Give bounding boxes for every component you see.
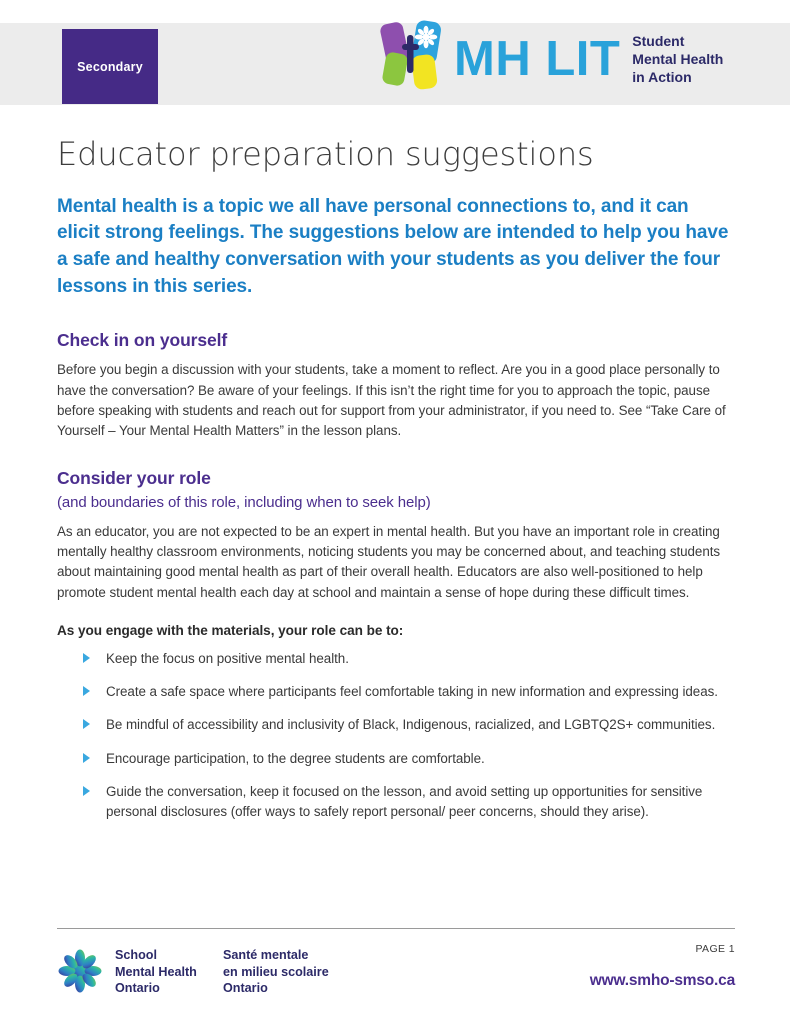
section-consider-your-role bbox=[57, 468, 735, 604]
list-item-text: Encourage participation, to the degree students are comfortable. bbox=[106, 750, 485, 766]
butterfly-logo-icon bbox=[378, 13, 444, 95]
section-body: As an educator, you are not expected to be an expert in mental health. But you have an important role in creating mentally healthy classroom environments, noticing students you may be concerned about, and teaching students about maintaining good mental health as part of their overall health. Educators are also well-positioned to help promote student mental health each day at school and maintain a sense of hope during these difficult times. bbox=[57, 523, 721, 600]
document-content bbox=[57, 136, 735, 822]
footer-meta bbox=[590, 943, 735, 990]
list-item-text: Create a safe space where participants feel comfortable taking in new information and expressing ideas. bbox=[106, 684, 718, 700]
list-item bbox=[83, 715, 735, 735]
section-check-in-on-yourself bbox=[57, 330, 735, 442]
tagline-line-2: Mental Health bbox=[632, 51, 724, 68]
mhlit-logo bbox=[378, 8, 723, 100]
smho-flower-icon bbox=[57, 948, 103, 994]
smho-en-line-3: Ontario bbox=[115, 981, 160, 996]
smho-fr-line-1: Santé mentale bbox=[223, 948, 309, 962]
list-item bbox=[83, 682, 735, 702]
list-item bbox=[83, 649, 735, 669]
section-body: Before you begin a discussion with your students, take a moment to reflect. Are you in a good place personally to have the conversation? Be aware of your feelings. If this isn’t the right time for you to approach the topic, pause before speaking with students and reach out for support from your administrator, if you need to. See “Take Care of Yourself – Your Mental Health Matters” in the lesson plans. bbox=[57, 362, 726, 439]
smho-wordmark-english bbox=[115, 947, 223, 997]
tagline-line-3: in Action bbox=[632, 68, 692, 85]
tagline-line-1: Student bbox=[632, 33, 685, 50]
smho-wordmark bbox=[115, 947, 329, 997]
list-item bbox=[83, 749, 735, 769]
footer-content bbox=[57, 943, 735, 997]
smho-fr-line-3: Ontario bbox=[223, 981, 268, 996]
mhlit-wordmark: MH LIT bbox=[454, 31, 621, 86]
smho-en-line-1: School bbox=[115, 948, 157, 962]
section-heading: Consider your role bbox=[57, 467, 211, 488]
arrow-right-icon bbox=[83, 719, 90, 729]
smho-fr-line-2: en milieu scolaire bbox=[223, 964, 329, 979]
list-item-text: Be mindful of accessibility and inclusivity of Black, Indigenous, racialized, and LGBTQ2S+ communities. bbox=[106, 717, 716, 733]
arrow-right-icon bbox=[83, 653, 90, 663]
arrow-right-icon bbox=[83, 786, 90, 796]
footer-divider bbox=[57, 928, 735, 929]
mhlit-tagline bbox=[632, 33, 723, 87]
list-item-text: Keep the focus on positive mental health. bbox=[106, 651, 349, 667]
document-lede: Mental health is a topic we all have personal connections to, and it can elicit strong feelings. The suggestions below are intended to help you have a safe and healthy conversation with your students as you deliver the four lessons in this series. bbox=[57, 195, 729, 297]
section-subheading: (and boundaries of this role, including when to seek help) bbox=[57, 493, 431, 511]
arrow-right-icon bbox=[83, 753, 90, 763]
section-heading: Check in on yourself bbox=[57, 330, 228, 351]
list-item-text: Guide the conversation, keep it focused on the lesson, and avoid setting up opportunities for sensitive personal disclosures (offer ways to safely report personal/ peer concerns, should they arise). bbox=[106, 783, 703, 819]
page-title: Educator preparation suggestions bbox=[57, 135, 594, 173]
list-lead-in: As you engage with the materials, your role can be to: bbox=[57, 623, 404, 639]
page-footer bbox=[57, 928, 735, 997]
smho-en-line-2: Mental Health bbox=[115, 964, 197, 979]
arrow-right-icon bbox=[83, 686, 90, 696]
page-number: PAGE 1 bbox=[695, 943, 735, 955]
smho-wordmark-french bbox=[223, 947, 329, 997]
audience-badge-label: Secondary bbox=[77, 59, 143, 74]
website-url[interactable]: www.smho-smso.ca bbox=[589, 972, 735, 989]
role-suggestions-list bbox=[57, 649, 735, 822]
list-item bbox=[83, 782, 735, 822]
audience-badge bbox=[62, 29, 158, 104]
